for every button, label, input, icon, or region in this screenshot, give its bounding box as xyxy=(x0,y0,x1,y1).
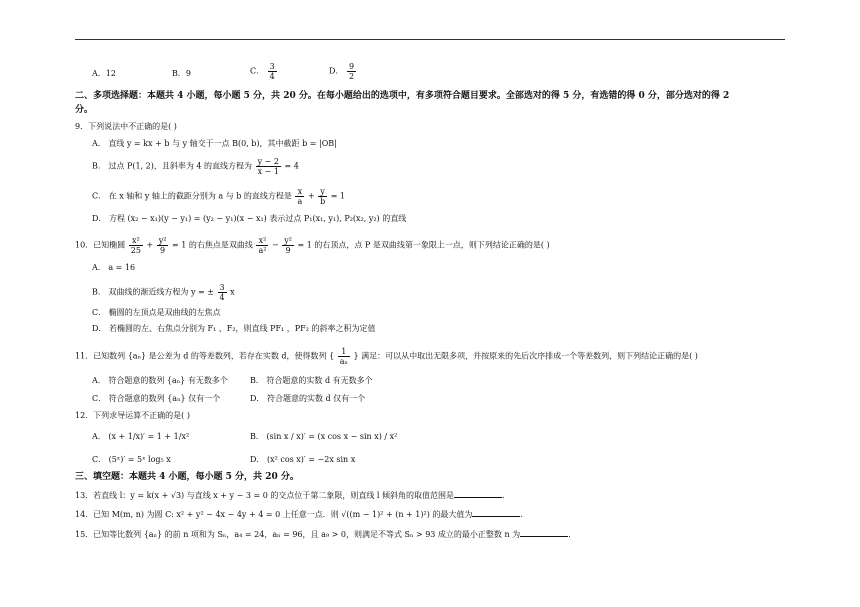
q12-option-c xyxy=(92,454,171,465)
q12-stem: 12．下列求导运算不正确的是( ) xyxy=(75,411,190,420)
q10-option-a: A． a = 16 xyxy=(92,263,136,272)
fraction-denominator: 2 xyxy=(348,72,355,81)
q8-option-d-label: D． xyxy=(329,66,344,76)
q9-option-b-tail: = 4 xyxy=(284,161,299,171)
fraction-numerator: y xyxy=(318,187,327,197)
q8-option-a: A．12 xyxy=(92,69,116,78)
q11-stem xyxy=(75,347,698,366)
fraction-denominator: aₙ xyxy=(339,357,348,366)
q12-option-a xyxy=(92,431,189,442)
fraction-numerator: y² xyxy=(284,236,292,245)
fraction-numerator: x² xyxy=(256,236,268,246)
q12-option-d-label: D． xyxy=(250,455,265,464)
q11-stem-post: } 满足：可以从中取出无限多项，并按原来的先后次序排成一个等差数列，则下列结论正确的是( ) xyxy=(353,351,698,361)
q13-text: 13．若直线 l：y = k(x + √3) 与直线 x + y − 3 = 0 的交点位于第二象限，则直线 l 倾斜角的取值范围是 xyxy=(75,491,455,500)
q12-option-d-expr: (x² cos x)′ = −2x sin x xyxy=(266,455,356,464)
hyperbola-fraction-2 xyxy=(282,236,294,255)
q15 xyxy=(75,528,571,540)
fraction-denominator: a² xyxy=(258,246,267,255)
q10-stem-pre: 10．已知椭圆 xyxy=(75,240,126,250)
q13-end: . xyxy=(502,491,505,500)
q12-option-a-label: A． xyxy=(92,432,106,441)
q12-option-c-label: C． xyxy=(92,455,107,464)
q9-option-d: D． 方程 (x₂ − x₁)(y − y₁) = (y₂ − y₁)(x − x₁) 表示过点 P₁(x₁, y₁), P₂(x₂, y₂) 的直线 xyxy=(92,214,407,223)
q9-option-b-fraction xyxy=(256,157,281,176)
fraction-numerator: 9 xyxy=(348,62,355,71)
answer-blank[interactable] xyxy=(520,528,568,537)
q14-end: . xyxy=(520,510,523,519)
q8-option-c-label: C． xyxy=(250,66,265,76)
fraction-denominator: b xyxy=(320,197,326,206)
q15-end: . xyxy=(568,530,571,539)
fraction-denominator: a xyxy=(297,197,303,206)
fraction-numerator: x² xyxy=(129,236,143,246)
section-3-heading: 三、填空题：本题共 4 小题，每小题 5 分，共 20 分。 xyxy=(75,472,299,482)
fraction-denominator: x − 1 xyxy=(257,167,279,176)
q8-option-d xyxy=(329,62,357,81)
q11-option-c: C． 符合题意的数列 {aₙ} 仅有一个 xyxy=(92,394,221,403)
q10-stem xyxy=(75,236,550,255)
header-rule xyxy=(75,39,785,40)
q10-option-b-text: B． 双曲线的渐近线方程为 y = ± xyxy=(92,287,214,297)
q10-option-d: D． 若椭圆的左、右焦点分别为 F₁ 、F₂，则直线 PF₁ ，PF₂ 的斜率之积为定值 xyxy=(92,324,376,333)
hyperbola-fraction-1 xyxy=(256,236,268,255)
fraction-numerator: y² xyxy=(158,236,167,245)
answer-blank[interactable] xyxy=(454,489,502,498)
q8-option-d-fraction xyxy=(347,62,356,81)
ellipse-fraction-1 xyxy=(129,236,143,255)
plus-sign: + xyxy=(146,240,154,250)
q8-option-c xyxy=(250,62,278,81)
q10-option-b-fraction xyxy=(218,283,227,302)
q14 xyxy=(75,508,523,520)
q11-option-d: D． 符合题意的实数 d 仅有一个 xyxy=(250,394,366,403)
q12-option-a-expr: (x + 1/x)′ = 1 + 1/x² xyxy=(108,432,190,441)
q9-option-c-tail: = 1 xyxy=(330,191,346,201)
fraction-numerator: 1 xyxy=(338,347,350,357)
q12-option-d xyxy=(250,454,355,465)
q13 xyxy=(75,489,505,501)
fraction-denominator: 9 xyxy=(160,246,166,255)
q9-option-c-fraction-2 xyxy=(318,187,327,206)
q10-stem-post: = 1 的右顶点，点 P 是双曲线第一象限上一点，则下列结论正确的是( ) xyxy=(297,240,550,250)
q11-fraction xyxy=(338,347,350,366)
fraction-denominator: 4 xyxy=(269,72,275,81)
q12-option-b xyxy=(250,431,397,442)
q10-option-b xyxy=(92,283,235,302)
q11-option-b: B． 符合题意的实数 d 有无数多个 xyxy=(250,376,373,385)
q11-option-a: A． 符合题意的数列 {aₙ} 有无数多个 xyxy=(92,376,228,385)
q8-option-b: B．9 xyxy=(172,69,191,78)
q9-option-c-fraction-1 xyxy=(295,187,304,206)
fraction-denominator: 25 xyxy=(130,246,141,255)
q9-option-b xyxy=(92,157,299,176)
fraction-numerator: 3 xyxy=(219,283,225,292)
q10-option-b-tail: x xyxy=(230,287,235,297)
fraction-denominator: 4 xyxy=(219,293,225,302)
q9-option-c-text: C． 在 x 轴和 y 轴上的截距分别为 a 与 b 的直线方程是 xyxy=(92,191,292,201)
fraction-numerator: x xyxy=(295,187,304,197)
answer-blank[interactable] xyxy=(472,508,520,517)
q14-text: 14．已知 M(m, n) 为圆 C: x² + y² − 4x − 4y + 4 = 0 上任意一点．则 √((m − 1)² + (n + 1)²) 的最大值为 xyxy=(75,510,473,519)
fraction-denominator: 9 xyxy=(285,246,291,255)
section-2-heading: 二、多项选择题：本题共 4 小题，每小题 5 分，共 20 分。在每小题给出的选项中，有多项符合题目要求。全部选对的得 5 分，有选错的得 0 分，部分选对的得 2 xyxy=(75,91,730,101)
q9-option-c xyxy=(92,187,345,206)
q15-text: 15．已知等比数列 {aₙ} 的前 n 项和为 Sₙ，a₄ = 24，aₙ = 96，且 a₉ > 0，则满足不等式 Sₙ > 93 成立的最小正整数 n 为 xyxy=(75,530,521,539)
ellipse-fraction-2 xyxy=(157,236,169,255)
section-2-heading-cont: 分。 xyxy=(75,105,94,115)
q9-stem: 9．下列说法中不正确的是( ) xyxy=(75,122,177,131)
q8-option-c-fraction xyxy=(268,62,277,81)
fraction-numerator: y − 2 xyxy=(257,157,279,166)
q9-option-b-text: B． 过点 P(1, 2)，且斜率为 4 的直线方程为 xyxy=(92,161,253,171)
q11-stem-pre: 11．已知数列 {aₙ} 是公差为 d 的等差数列，若存在实数 d，使得数列 { xyxy=(75,351,335,361)
fraction-numerator: 3 xyxy=(269,62,275,71)
q10-stem-mid: = 1 的右焦点是双曲线 xyxy=(172,240,253,250)
q12-option-b-label: B． xyxy=(250,432,264,441)
plus-sign: + xyxy=(307,191,315,201)
q12-option-c-expr: (5ˣ)′ = 5ˣ log₅ x xyxy=(108,455,171,464)
q10-option-c: C． 椭圆的左顶点是双曲线的左焦点 xyxy=(92,308,221,317)
q12-option-b-expr: (sin x / x)′ = (x cos x − sin x) / x² xyxy=(266,432,398,441)
minus-sign: − xyxy=(271,240,279,250)
q9-option-a: A． 直线 y = kx + b 与 y 轴交于一点 B(0, b)，其中截距 b = |OB| xyxy=(92,139,337,148)
